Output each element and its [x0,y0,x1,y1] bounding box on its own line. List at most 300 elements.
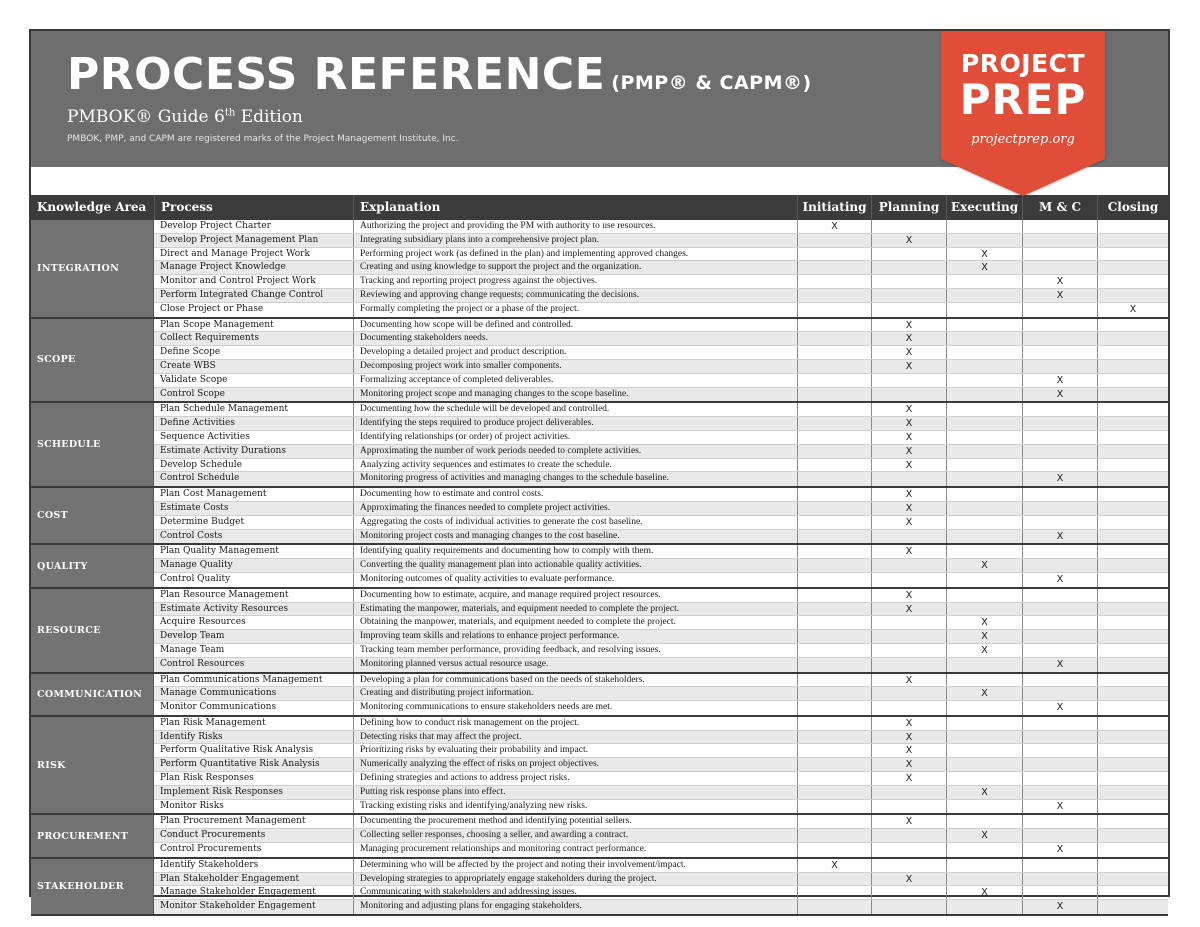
process-group-mark-i [797,873,871,886]
process-group-mark-m [1022,488,1097,501]
process-group-mark-e [946,701,1022,715]
process-name: Develop Project Management Plan [160,234,319,245]
edition-superscript: th [224,107,236,119]
process-name: Control Schedule [160,473,240,484]
table-row [154,829,1168,843]
process-group-mark-m: X [1022,388,1097,402]
process-group-mark-c [1097,786,1168,799]
table-row [154,289,1168,303]
process-name: Manage Communications [160,688,277,699]
process-group-mark-i [797,346,871,359]
process-group-mark-i [797,603,871,616]
process-group-mark-p [871,559,946,572]
process-group-mark-i [797,900,871,914]
process-group-mark-p [871,687,946,700]
process-group-mark-p: X [871,445,946,458]
process-group-mark-p [871,630,946,643]
process-group-mark-m: X [1022,843,1097,857]
process-explanation: Defining strategies and actions to address project risks. [353,772,797,785]
process-name: Develop Team [160,631,225,642]
process-group-mark-c [1097,674,1168,687]
process-group-mark-p: X [871,758,946,771]
process-explanation: Monitoring and adjusting plans for engaging stakeholders. [353,900,797,914]
table-row [154,701,1168,715]
process-group-mark-i [797,516,871,529]
table-row [154,346,1168,360]
process-group-mark-i [797,843,871,857]
table-row [154,859,1168,873]
process-group-mark-m [1022,687,1097,700]
process-group-mark-c [1097,758,1168,771]
process-group-mark-e [946,289,1022,302]
table-row [154,644,1168,658]
process-group-mark-e: X [946,261,1022,274]
table-row [154,516,1168,530]
process-name: Acquire Resources [160,617,246,628]
process-group-mark-c [1097,261,1168,274]
process-group-mark-e [946,859,1022,872]
process-group-mark-p: X [871,731,946,744]
process-group-mark-e [946,800,1022,814]
table-row [154,431,1168,445]
process-group-mark-e [946,431,1022,444]
process-group-mark-p [871,701,946,715]
process-explanation: Documenting how to estimate, acquire, and manage required project resources. [353,589,797,602]
table-row [154,319,1168,333]
process-group-mark-i [797,772,871,785]
process-group-mark-e [946,589,1022,602]
process-name: Identify Risks [160,731,223,742]
header-knowledge-area: Knowledge Area [37,200,147,214]
table-row [154,843,1168,857]
process-name: Plan Schedule Management [160,404,289,415]
process-group-mark-p [871,886,946,899]
process-group-mark-p [871,248,946,261]
process-group-mark-i [797,388,871,402]
process-explanation: Integrating subsidiary plans into a comprehensive project plan. [353,234,797,247]
process-group-mark-i [797,786,871,799]
process-group-mark-c [1097,403,1168,416]
process-group-mark-e: X [946,248,1022,261]
process-group-mark-i [797,559,871,572]
process-group-mark-c [1097,644,1168,657]
process-name: Control Resources [160,658,245,669]
process-group-mark-c [1097,603,1168,616]
logo-url: projectprep.org [971,132,1075,147]
process-name: Direct and Manage Project Work [160,248,310,259]
table-row [154,388,1168,402]
table-row [154,900,1168,914]
table-row [154,417,1168,431]
knowledge-area-group [31,488,1168,545]
process-explanation: Monitoring communications to ensure stakeholders needs are met. [353,701,797,715]
process-group-mark-i [797,403,871,416]
process-group-mark-i [797,758,871,771]
process-group-mark-e [946,220,1022,233]
table-row [154,374,1168,388]
process-group-mark-e [946,417,1022,430]
process-group-mark-c [1097,800,1168,814]
process-group-mark-e: X [946,644,1022,657]
process-group-mark-i [797,616,871,629]
process-group-mark-c [1097,388,1168,402]
process-group-mark-p: X [871,417,946,430]
process-explanation: Creating and using knowledge to support the project and the organization. [353,261,797,274]
process-group-mark-m [1022,873,1097,886]
process-group-mark-p: X [871,431,946,444]
process-group-mark-m [1022,516,1097,529]
process-name: Manage Quality [160,560,233,571]
process-group-mark-i [797,530,871,544]
table-row [154,530,1168,544]
knowledge-area-label: COMMUNICATION [31,674,154,715]
process-name: Plan Scope Management [160,319,274,330]
process-group-mark-i [797,886,871,899]
process-group-mark-m: X [1022,275,1097,288]
process-group-mark-i [797,717,871,730]
process-name: Control Costs [160,530,223,541]
process-explanation: Developing strategies to appropriately engage stakeholders during the project. [353,873,797,886]
process-group-mark-e [946,772,1022,785]
process-group-mark-p: X [871,772,946,785]
process-explanation: Creating and distributing project information. [353,687,797,700]
process-group-mark-i [797,644,871,657]
process-group-mark-m [1022,589,1097,602]
knowledge-area-group [31,815,1168,858]
process-group-mark-c [1097,374,1168,387]
process-name: Monitor Communications [160,702,277,713]
table-row [154,603,1168,617]
process-group-mark-e [946,674,1022,687]
process-explanation: Developing a detailed project and product description. [353,346,797,359]
process-name: Develop Project Charter [160,221,271,231]
process-explanation: Defining how to conduct risk management on the project. [353,717,797,730]
process-group-mark-i [797,658,871,672]
process-explanation: Managing procurement relationships and monitoring contract performance. [353,843,797,857]
table-row [154,545,1168,559]
process-group-mark-i [797,687,871,700]
process-group-mark-c [1097,417,1168,430]
process-group-mark-p: X [871,815,946,828]
process-explanation: Documenting stakeholders needs. [353,332,797,345]
table-row [154,275,1168,289]
process-group-mark-c [1097,859,1168,872]
process-group-mark-c [1097,886,1168,899]
process-group-mark-c [1097,772,1168,785]
process-group-mark-e [946,502,1022,515]
process-explanation: Tracking and reporting project progress against the objectives. [353,275,797,288]
process-group-mark-m [1022,502,1097,515]
header-planning: Planning [871,195,946,220]
process-name: Determine Budget [160,516,245,527]
process-group-mark-e [946,873,1022,886]
table-row [154,758,1168,772]
process-group-mark-c [1097,289,1168,302]
process-group-mark-c [1097,630,1168,643]
process-group-mark-p [871,261,946,274]
process-group-mark-c [1097,431,1168,444]
process-group-mark-m [1022,220,1097,233]
header-executing: Executing [946,195,1022,220]
table-row [154,332,1168,346]
knowledge-area-group [31,717,1168,816]
process-group-mark-c [1097,445,1168,458]
process-explanation: Monitoring outcomes of quality activities to evaluate performance. [353,573,797,587]
process-group-mark-m [1022,644,1097,657]
table-row [154,800,1168,814]
process-name: Plan Communications Management [160,674,323,685]
process-group-mark-m [1022,248,1097,261]
process-name: Create WBS [160,360,216,371]
process-explanation: Analyzing activity sequences and estimates to create the schedule. [353,459,797,472]
process-group-mark-p [871,530,946,544]
process-group-mark-c [1097,472,1168,486]
process-name: Close Project or Phase [160,303,264,314]
process-group-mark-e [946,488,1022,501]
table-body [31,220,1168,916]
process-group-mark-i [797,502,871,515]
process-name: Conduct Procurements [160,830,266,841]
process-group-mark-m [1022,417,1097,430]
process-explanation: Approximating the number of work periods needed to complete activities. [353,445,797,458]
process-group-mark-m: X [1022,900,1097,914]
process-name: Control Procurements [160,844,262,855]
process-group-mark-c [1097,900,1168,914]
table-row [154,772,1168,786]
knowledge-area-group [31,545,1168,588]
process-name: Define Activities [160,418,235,429]
process-group-mark-p: X [871,589,946,602]
process-explanation: Identifying the steps required to produce project deliverables. [353,417,797,430]
process-name: Perform Quantitative Risk Analysis [160,759,320,770]
process-explanation: Putting risk response plans into effect. [353,786,797,799]
process-group-mark-c [1097,873,1168,886]
process-explanation: Reviewing and approving change requests; communicating the decisions. [353,289,797,302]
process-group-mark-m [1022,559,1097,572]
table-row [154,220,1168,234]
process-group-mark-i [797,417,871,430]
process-group-mark-p: X [871,234,946,247]
process-group-mark-i [797,545,871,558]
process-group-mark-i [797,248,871,261]
process-group-mark-c [1097,234,1168,247]
page-title [67,49,812,100]
process-group-mark-e [946,303,1022,317]
header-initiating: Initiating [797,195,871,220]
process-name: Monitor Stakeholder Engagement [160,901,316,912]
process-group-mark-p [871,843,946,857]
process-group-mark-c [1097,843,1168,857]
table-header [31,195,1168,220]
process-group-mark-c [1097,360,1168,373]
process-group-mark-m [1022,731,1097,744]
process-explanation: Identifying relationships (or order) of project activities. [353,431,797,444]
knowledge-area-label: RESOURCE [31,589,154,672]
process-group-mark-p: X [871,873,946,886]
process-explanation: Collecting seller responses, choosing a seller, and awarding a contract. [353,829,797,842]
process-group-mark-e [946,472,1022,486]
process-group-mark-e [946,731,1022,744]
process-explanation: Monitoring project scope and managing changes to the scope baseline. [353,388,797,402]
process-group-mark-c [1097,502,1168,515]
process-explanation: Obtaining the manpower, materials, and equipment needed to complete the project. [353,616,797,629]
process-name: Collect Requirements [160,333,259,344]
process-group-mark-e [946,516,1022,529]
process-group-mark-c [1097,248,1168,261]
process-group-mark-i [797,472,871,486]
table-row [154,786,1168,800]
process-explanation: Documenting how to estimate and control costs. [353,488,797,501]
logo-line-project: PROJECT [960,49,1086,78]
process-group-mark-e [946,843,1022,857]
knowledge-area-group [31,220,1168,319]
process-group-mark-i [797,815,871,828]
table-row [154,815,1168,829]
process-group-mark-e: X [946,886,1022,899]
process-group-mark-c [1097,545,1168,558]
table-row [154,616,1168,630]
process-group-mark-e [946,319,1022,332]
process-explanation: Numerically analyzing the effect of risks on project objectives. [353,758,797,771]
process-group-mark-p [871,472,946,486]
process-name: Plan Resource Management [160,589,289,600]
process-group-mark-e [946,332,1022,345]
process-group-mark-p [871,859,946,872]
table-row [154,559,1168,573]
process-name: Manage Team [160,644,225,655]
knowledge-area-label: STAKEHOLDER [31,859,154,914]
process-group-mark-m: X [1022,800,1097,814]
process-group-mark-e [946,374,1022,387]
process-group-mark-i [797,630,871,643]
process-explanation: Formally completing the project or a phase of the project. [353,303,797,317]
process-group-mark-c [1097,346,1168,359]
process-group-mark-p [871,829,946,842]
title-main: PROCESS REFERENCE [67,49,606,100]
header-process: Process [154,195,353,220]
project-prep-logo [941,31,1105,196]
process-group-mark-i [797,589,871,602]
process-group-mark-c [1097,658,1168,672]
process-group-mark-m [1022,859,1097,872]
process-group-mark-e [946,603,1022,616]
header-mc: M & C [1022,195,1097,220]
process-name: Sequence Activities [160,431,250,442]
process-name: Monitor Risks [160,800,224,811]
process-group-mark-e [946,758,1022,771]
knowledge-area-group [31,859,1168,916]
knowledge-area-label: INTEGRATION [31,220,154,317]
process-group-mark-i [797,234,871,247]
process-explanation: Documenting how the schedule will be developed and controlled. [353,403,797,416]
process-group-mark-m [1022,829,1097,842]
process-name: Plan Risk Management [160,717,266,728]
process-group-mark-i [797,261,871,274]
process-group-mark-e [946,403,1022,416]
table-row [154,303,1168,317]
process-group-mark-m [1022,815,1097,828]
edition-text: PMBOK® Guide 6 [67,107,225,127]
process-group-mark-c [1097,829,1168,842]
table-row [154,472,1168,486]
process-group-mark-p: X [871,674,946,687]
process-group-mark-m [1022,616,1097,629]
process-group-mark-p: X [871,459,946,472]
process-group-mark-p: X [871,744,946,757]
table-row [154,488,1168,502]
process-name: Plan Stakeholder Engagement [160,873,300,884]
knowledge-area-group [31,589,1168,674]
process-explanation: Determining who will be affected by the project and noting their involvement/impact. [353,859,797,872]
process-name: Define Scope [160,347,221,358]
process-name: Estimate Activity Durations [160,445,286,456]
knowledge-area-label: SCHEDULE [31,403,154,486]
process-group-mark-c [1097,687,1168,700]
process-group-mark-e [946,658,1022,672]
table-row [154,573,1168,587]
table-row [154,459,1168,473]
process-group-mark-m [1022,261,1097,274]
process-group-mark-i: X [797,220,871,233]
process-group-mark-i [797,488,871,501]
table-row [154,886,1168,900]
process-explanation: Approximating the finances needed to complete project activities. [353,502,797,515]
process-group-mark-p [871,644,946,657]
process-group-mark-m [1022,758,1097,771]
table-row [154,687,1168,701]
process-group-mark-m [1022,674,1097,687]
process-group-mark-p: X [871,603,946,616]
process-name: Estimate Activity Resources [160,603,289,614]
process-name: Manage Project Knowledge [160,262,286,273]
process-group-mark-p [871,616,946,629]
header-closing: Closing [1097,195,1168,220]
process-group-mark-i [797,319,871,332]
process-name: Monitor and Control Project Work [160,276,316,287]
process-group-mark-i [797,275,871,288]
process-group-mark-c [1097,616,1168,629]
process-group-mark-c [1097,559,1168,572]
table-row [154,248,1168,262]
process-group-mark-e [946,900,1022,914]
process-explanation: Performing project work (as defined in the plan) and implementing approved changes. [353,248,797,261]
table-row [154,261,1168,275]
process-name: Estimate Costs [160,502,229,513]
process-explanation: Developing a plan for communications based on the needs of stakeholders. [353,674,797,687]
table-row [154,360,1168,374]
process-group-mark-i [797,431,871,444]
process-group-mark-p: X [871,502,946,515]
process-group-mark-m: X [1022,289,1097,302]
process-group-mark-e [946,744,1022,757]
process-group-mark-i [797,744,871,757]
process-group-mark-e [946,346,1022,359]
process-group-mark-i [797,303,871,317]
process-group-mark-i: X [797,859,871,872]
process-group-mark-m [1022,772,1097,785]
process-group-mark-m [1022,886,1097,899]
process-group-mark-m [1022,234,1097,247]
logo-line-prep: PREP [959,75,1087,124]
process-name: Plan Risk Responses [160,773,254,784]
process-group-mark-p [871,220,946,233]
process-group-mark-c: X [1097,303,1168,317]
knowledge-area-label: PROCUREMENT [31,815,154,856]
process-group-mark-p: X [871,332,946,345]
process-group-mark-c [1097,488,1168,501]
title-subtitle: (PMP® & CAPM®) [611,72,812,94]
process-group-mark-p: X [871,360,946,373]
